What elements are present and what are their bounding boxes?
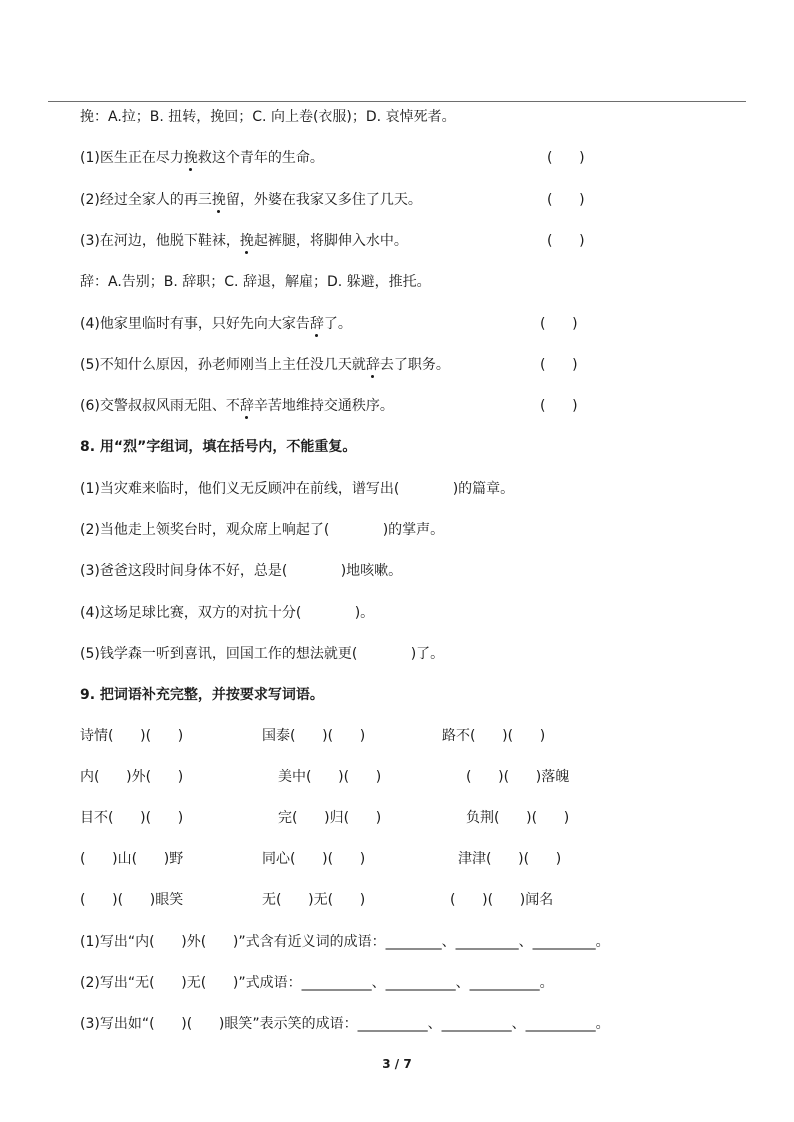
ci-item-6: (6)交警叔叔风雨无阻、不辞辛苦地维持交通秩序。: [80, 398, 394, 414]
lie-item-3[interactable]: (3)爸爸这段时间身体不好，总是( )地咳嗽。: [80, 563, 403, 579]
idiom-blank[interactable]: ( )( )落魄: [466, 769, 570, 785]
section-9-title: 9. 把词语补充完整，并按要求写词语。: [80, 687, 324, 703]
lie-item-4[interactable]: (4)这场足球比赛，双方的对抗十分( )。: [80, 605, 375, 621]
idiom-blank[interactable]: 同心( )( ): [262, 851, 366, 867]
wan-answer-1[interactable]: ( ): [547, 150, 585, 166]
idiom-blank[interactable]: 目不( )( ): [80, 810, 184, 826]
wan-answer-2[interactable]: ( ): [547, 192, 585, 208]
lie-item-1[interactable]: (1)当灾难来临时，他们义无反顾冲在前线，谱写出( )的篇章。: [80, 481, 515, 497]
ci-answer-5[interactable]: ( ): [540, 357, 578, 373]
ci-item-4: (4)他家里临时有事，只好先向大家告辞了。: [80, 316, 352, 332]
wan-answer-3[interactable]: ( ): [547, 233, 585, 249]
idiom-question-3[interactable]: (3)写出如“( )( )眼笑”表示笑的成语：__________、__________、__________。: [80, 1016, 610, 1032]
idiom-blank[interactable]: 诗情( )( ): [80, 728, 184, 744]
ci-answer-6[interactable]: ( ): [540, 398, 578, 414]
idiom-blank[interactable]: 无( )无( ): [262, 892, 366, 908]
wan-item-1: (1)医生正在尽力挽救这个青年的生命。: [80, 150, 324, 166]
idiom-blank[interactable]: 完( )归( ): [278, 810, 382, 826]
ci-definition: 辞：A.告别；B. 辞职；C. 辞退，解雇；D. 躲避，推托。: [80, 274, 431, 290]
idiom-blank[interactable]: 国泰( )( ): [262, 728, 366, 744]
wan-item-3: (3)在河边，他脱下鞋袜，挽起裤腿，将脚伸入水中。: [80, 233, 408, 249]
idiom-blank[interactable]: ( )山( )野: [80, 851, 184, 867]
lie-item-5[interactable]: (5)钱学森一听到喜讯，回国工作的想法就更( )了。: [80, 646, 445, 662]
ci-item-5: (5)不知什么原因，孙老师刚当上主任没几天就辞去了职务。: [80, 357, 450, 373]
idiom-question-2[interactable]: (2)写出“无( )无( )”式成语：__________、__________、__________。: [80, 975, 554, 991]
idiom-blank[interactable]: 内( )外( ): [80, 769, 184, 785]
idiom-blank[interactable]: 津津( )( ): [458, 851, 562, 867]
lie-item-2[interactable]: (2)当他走上领奖台时，观众席上响起了( )的掌声。: [80, 522, 445, 538]
idiom-question-1[interactable]: (1)写出“内( )外( )”式含有近义词的成语：________、_________、_________。: [80, 934, 610, 950]
page-number: 3 / 7: [382, 1057, 412, 1071]
idiom-blank[interactable]: ( )( )眼笑: [80, 892, 184, 908]
idiom-blank[interactable]: 路不( )( ): [442, 728, 546, 744]
header-rule: [48, 101, 746, 102]
wan-item-2: (2)经过全家人的再三挽留，外婆在我家又多住了几天。: [80, 192, 422, 208]
wan-definition: 挽：A.拉；B. 扭转，挽回；C. 向上卷(衣服)；D. 哀悼死者。: [80, 109, 456, 125]
section-8-title: 8. 用“烈”字组词，填在括号内，不能重复。: [80, 439, 357, 455]
idiom-blank[interactable]: 负荆( )( ): [466, 810, 570, 826]
ci-answer-4[interactable]: ( ): [540, 316, 578, 332]
idiom-blank[interactable]: 美中( )( ): [278, 769, 382, 785]
idiom-blank[interactable]: ( )( )闻名: [450, 892, 554, 908]
